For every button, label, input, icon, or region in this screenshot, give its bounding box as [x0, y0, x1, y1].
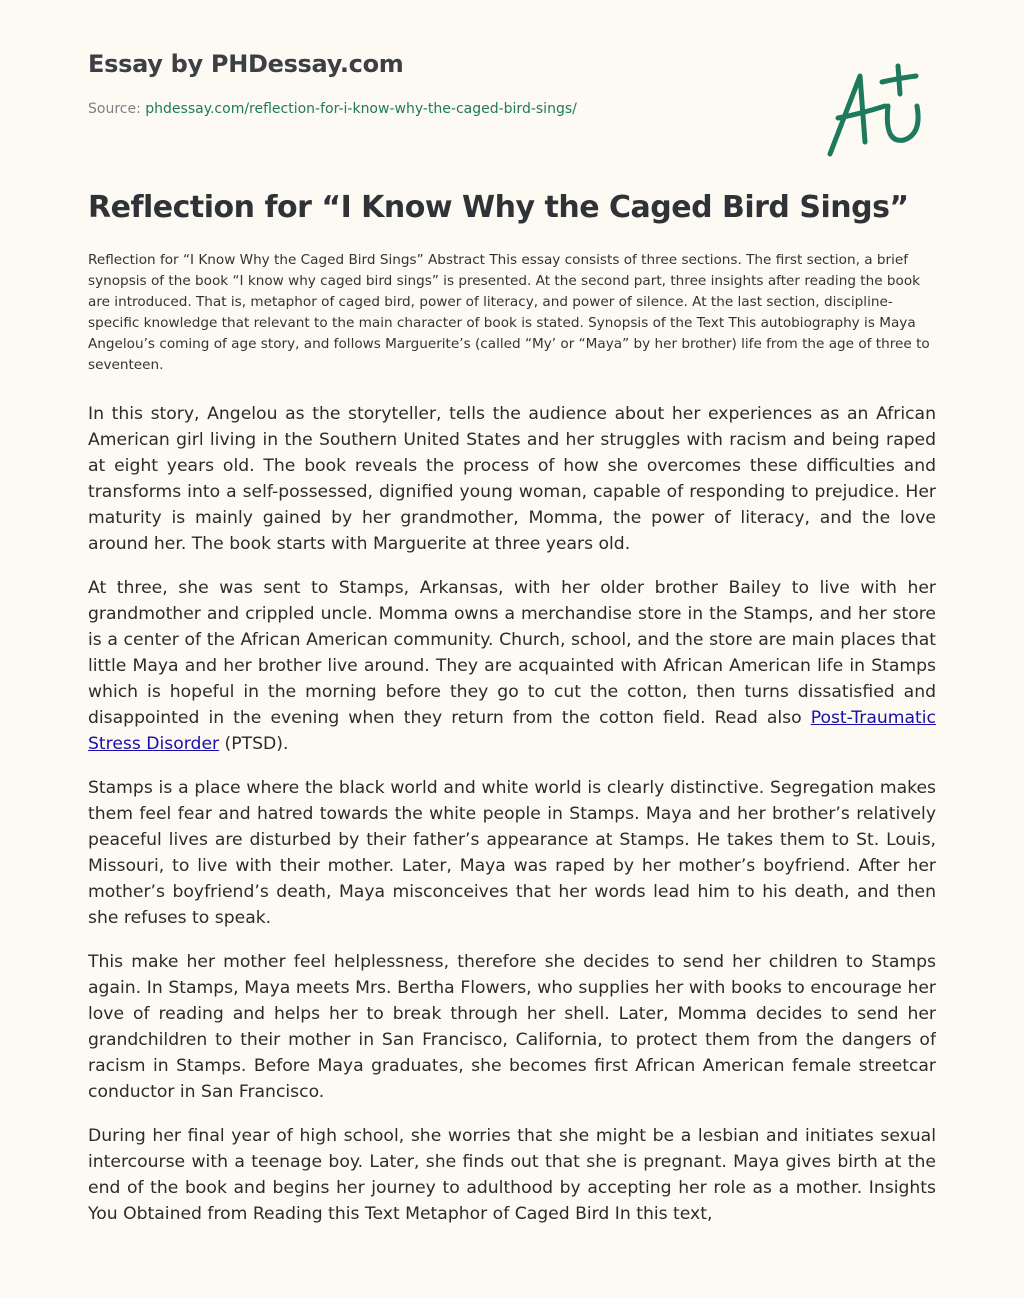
paragraph: In this story, Angelou as the storyteller, tells the audience about her experiences as an African American girl living in the Southern United States and her struggles with racism and being raped at eight years old. The book reveals the process of how she overcomes these difficulties and transforms into a self-possessed, dignified young woman, capable of responding to prejudice. Her maturity is mainly gained by her grandmother, Momma, the power of literacy, and the love around her. The book starts with Marguerite at three years old.: [88, 404, 936, 554]
article-title: Reflection for “I Know Why the Caged Bird Sings”: [88, 190, 909, 225]
site-title: Essay by PHDessay.com: [88, 50, 404, 78]
article-body: [88, 250, 936, 1252]
paragraph: [88, 575, 936, 757]
paragraph: During her final year of high school, she worries that she might be a lesbian and initiates sexual intercourse with a teenage boy. Later, she finds out that she is pregnant. Maya gives birth at the end of the book and begins her journey to adulthood by accepting her role as a mother. Insights You Obtained from Reading this Text Metaphor of Caged Bird In this text,: [88, 1126, 936, 1224]
a-plus-logo-icon: [820, 62, 930, 162]
source-line: [88, 101, 577, 117]
abstract-paragraph: Reflection for “I Know Why the Caged Bird Sings” Abstract This essay consists of three sections. The first section, a brief synopsis of the book “I know why caged bird sings” is presented. At the second part, three insights after reading the book are introduced. That is, metaphor of caged bird, power of literacy, and power of silence. At the last section, discipline-specific knowledge that relevant to the main character of book is stated. Synopsis of the Text This autobiography is Maya Angelou’s coming of age story, and follows Marguerite’s (called “My’ or “Maya” by her brother) life from the age of three to seventeen.: [88, 252, 930, 373]
paragraph-text: (PTSD).: [219, 734, 289, 754]
paragraph: This make her mother feel helplessness, therefore she decides to send her children to Stamps again. In Stamps, Maya meets Mrs. Bertha Flowers, who supplies her with books to encourage her love of reading and helps her to break through her shell. Later, Momma decides to send her grandchildren to their mother in San Francisco, California, to protect them from the dangers of racism in Stamps. Before Maya graduates, she becomes first African American female streetcar conductor in San Francisco.: [88, 952, 936, 1102]
ptsd-link[interactable]: Post-Traumatic Stress Disorder: [88, 708, 936, 754]
source-label: Source:: [88, 101, 141, 117]
paragraph: Stamps is a place where the black world and white world is clearly distinctive. Segregation makes them feel fear and hatred towards the white people in Stamps. Maya and her brother’s relatively peaceful lives are disturbed by their father’s appearance at Stamps. He takes them to St. Louis, Missouri, to live with their mother. Later, Maya was raped by her mother’s boyfriend. After her mother’s boyfriend’s death, Maya misconceives that her words lead him to his death, and then she refuses to speak.: [88, 778, 936, 928]
source-link[interactable]: phdessay.com/reflection-for-i-know-why-the-caged-bird-sings/: [145, 101, 577, 117]
paragraph-text: At three, she was sent to Stamps, Arkansas, with her older brother Bailey to live with her grandmother and crippled uncle. Momma owns a merchandise store in the Stamps, and her store is a center of the African American community. Church, school, and the store are main places that little Maya and her brother live around. They are acquainted with African American life in Stamps which is hopeful in the morning before they go to cut the cotton, then turns dissatisfied and disappointed in the evening when they return from the cotton field. Read also: [88, 578, 936, 728]
